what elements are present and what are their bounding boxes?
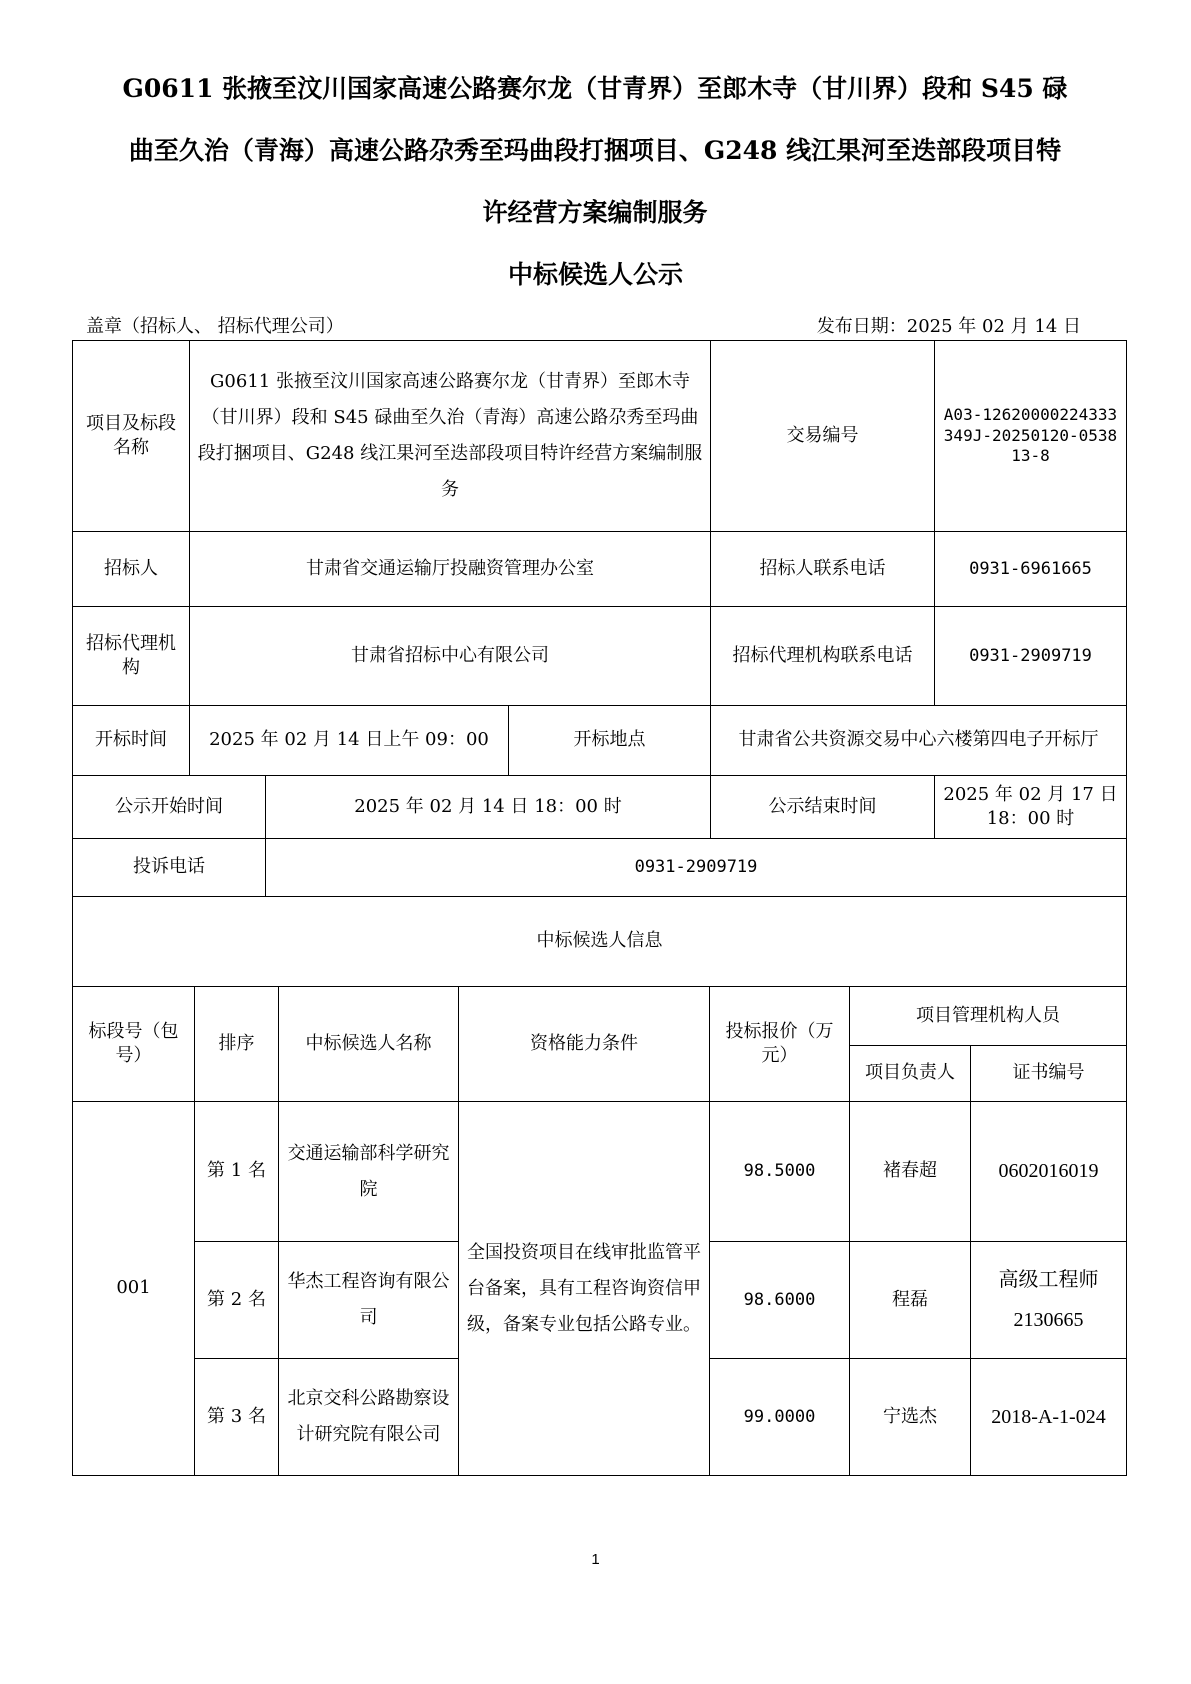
agency-phone: 0931-2909719 <box>935 607 1127 706</box>
candidate-name: 华杰工程咨询有限公司 <box>279 1242 459 1359</box>
seal-label: 盖章（招标人、 招标代理公司） <box>86 316 344 337</box>
notice-start-label: 公示开始时间 <box>73 776 266 839</box>
project-name-label: 项目及标段名称 <box>73 341 190 532</box>
trade-no-label: 交易编号 <box>711 341 935 532</box>
title-line-2: 曲至久治（青海）高速公路尕秀至玛曲段打捆项目、G248 线江果河至迭部段项目特 <box>128 136 1062 165</box>
notice-end-label: 公示结束时间 <box>711 776 935 839</box>
agency: 甘肃省招标中心有限公司 <box>190 607 711 706</box>
document-title <box>70 58 1120 244</box>
announcement-info-table <box>72 340 1127 987</box>
header-staff: 项目管理机构人员 <box>850 987 1127 1046</box>
open-place-label: 开标地点 <box>509 706 711 776</box>
tenderer: 甘肃省交通运输厅投融资管理办公室 <box>190 532 711 607</box>
bid-price: 99.0000 <box>710 1359 850 1476</box>
tenderer-label: 招标人 <box>73 532 190 607</box>
cert-number: 0602016019 <box>971 1102 1127 1242</box>
candidate-name: 交通运输部科学研究院 <box>279 1102 459 1242</box>
header-lot: 标段号（包号） <box>73 987 195 1102</box>
project-manager: 褚春超 <box>850 1102 971 1242</box>
bid-price: 98.5000 <box>710 1102 850 1242</box>
tenderer-phone: 0931-6961665 <box>935 532 1127 607</box>
complaint-label: 投诉电话 <box>73 839 266 897</box>
candidates-section-header: 中标候选人信息 <box>73 897 1127 987</box>
table-row <box>73 1102 1127 1242</box>
header-cert: 证书编号 <box>971 1046 1127 1102</box>
project-name: G0611 张掖至汶川国家高速公路赛尔龙（甘青界）至郎木寺（甘川界）段和 S45 碌曲至久治（青海）高速公路尕秀至玛曲段打捆项目、G248 线江果河至迭部段项目特许经营方案编制服务 <box>190 341 711 532</box>
open-place: 甘肃省公共资源交易中心六楼第四电子开标厅 <box>711 706 1127 776</box>
candidates-table <box>72 986 1127 1476</box>
trade-no: A03-12620000224333349J-20250120-053813-8 <box>935 341 1127 532</box>
document-subtitle: 中标候选人公示 <box>507 260 683 289</box>
agency-label: 招标代理机构 <box>73 607 190 706</box>
bid-price: 98.6000 <box>710 1242 850 1359</box>
rank: 第 3 名 <box>195 1359 279 1476</box>
header-qualification: 资格能力条件 <box>459 987 710 1102</box>
notice-start: 2025 年 02 月 14 日 18：00 时 <box>266 776 711 839</box>
project-manager: 宁选杰 <box>850 1359 971 1476</box>
notice-end: 2025 年 02 月 17 日 18：00 时 <box>935 776 1127 839</box>
publish-date: 发布日期：2025 年 02 月 14 日 <box>816 316 1081 337</box>
lot-number: 001 <box>73 1102 195 1476</box>
header-rank: 排序 <box>195 987 279 1102</box>
title-line-1: G0611 张掖至汶川国家高速公路赛尔龙（甘青界）至郎木寺（甘川界）段和 S45 碌 <box>122 74 1068 103</box>
project-manager: 程磊 <box>850 1242 971 1359</box>
header-manager: 项目负责人 <box>850 1046 971 1102</box>
rank: 第 1 名 <box>195 1102 279 1242</box>
rank: 第 2 名 <box>195 1242 279 1359</box>
qualification: 全国投资项目在线审批监管平台备案，具有工程咨询资信甲级，备案专业包括公路专业。 <box>459 1102 710 1476</box>
open-time: 2025 年 02 月 14 日上午 09：00 <box>190 706 509 776</box>
complaint-phone: 0931-2909719 <box>266 839 1127 897</box>
header-name: 中标候选人名称 <box>279 987 459 1102</box>
cert-number: 高级工程师 2130665 <box>971 1242 1127 1359</box>
candidate-name: 北京交科公路勘察设计研究院有限公司 <box>279 1359 459 1476</box>
cert-number: 2018-A-1-024 <box>971 1359 1127 1476</box>
page-number: 1 <box>591 1551 600 1568</box>
header-price: 投标报价（万元） <box>710 987 850 1102</box>
open-time-label: 开标时间 <box>73 706 190 776</box>
title-line-3: 许经营方案编制服务 <box>482 198 708 227</box>
tenderer-phone-label: 招标人联系电话 <box>711 532 935 607</box>
agency-phone-label: 招标代理机构联系电话 <box>711 607 935 706</box>
